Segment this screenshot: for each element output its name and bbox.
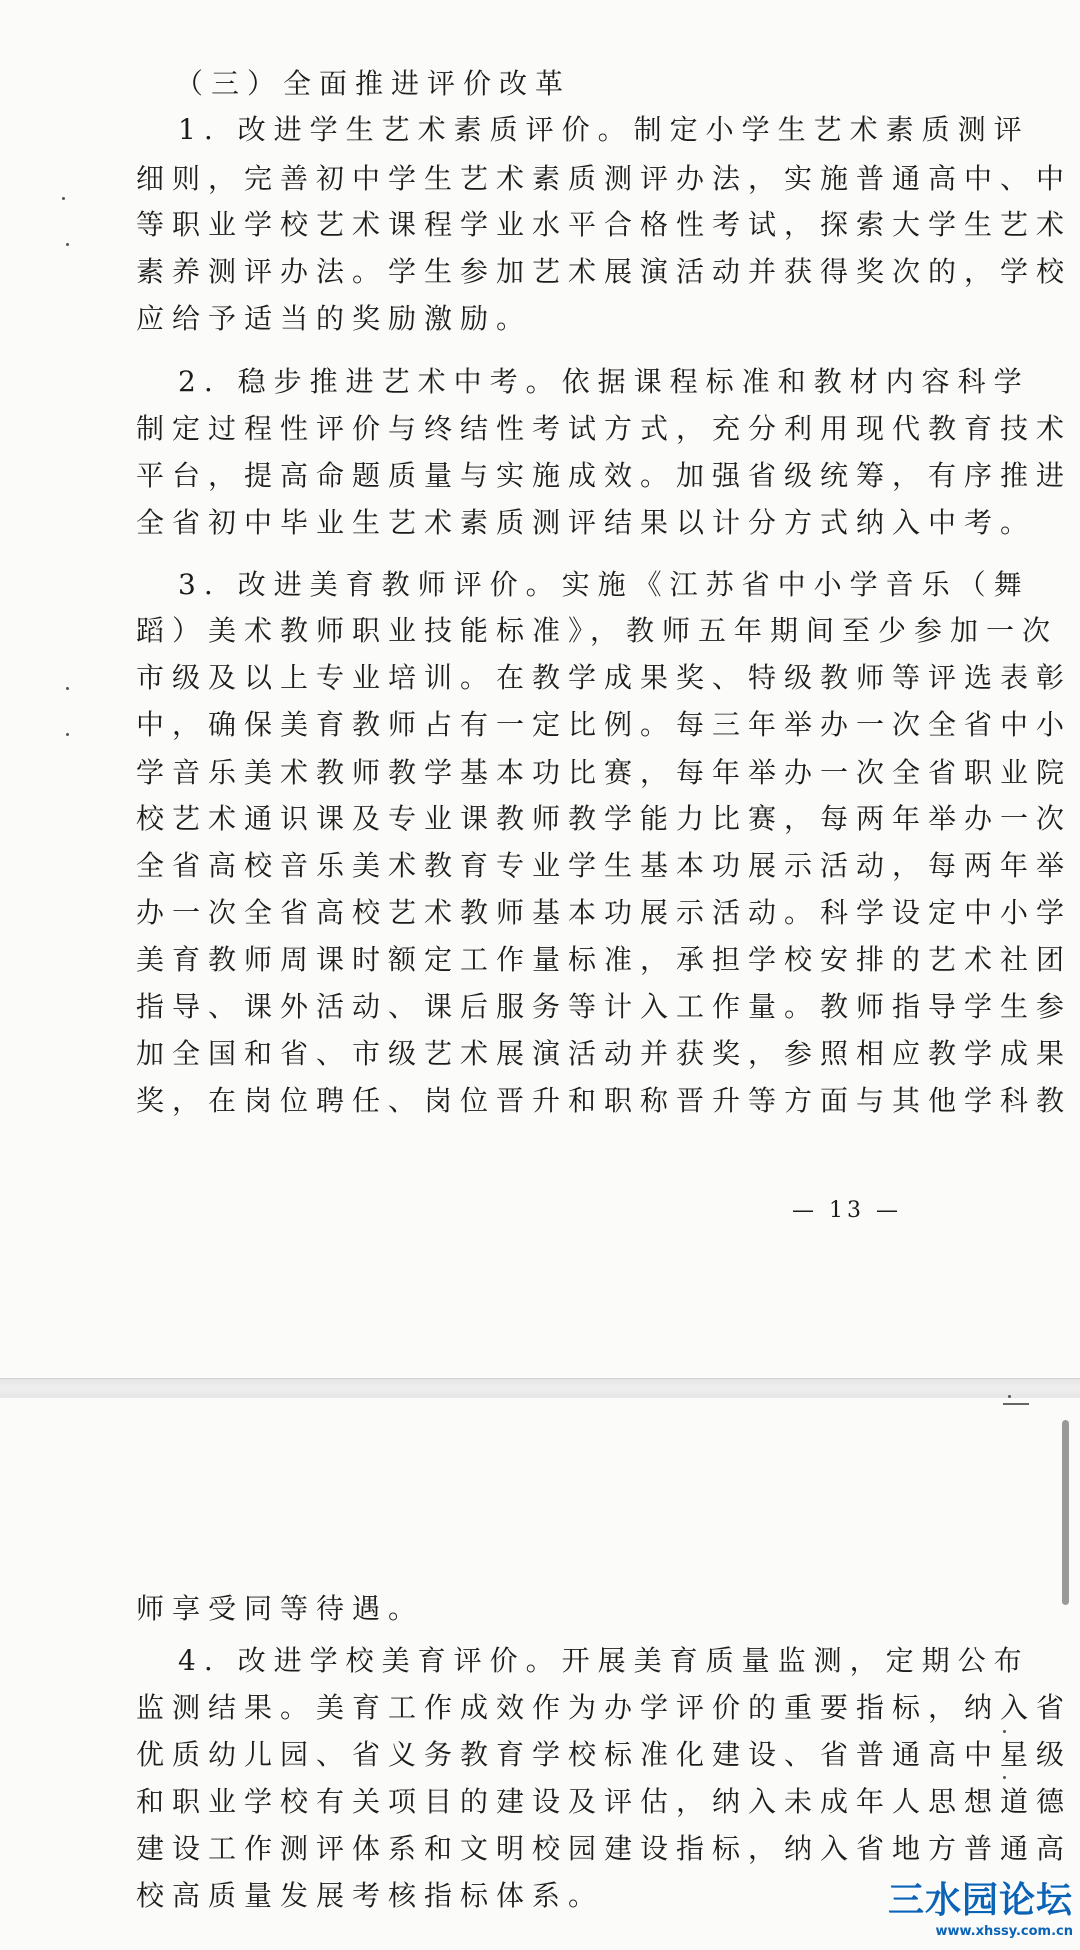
- text-line: 全省初中毕业生艺术素质测评结果以计分方式纳入中考。: [136, 506, 1037, 539]
- text-line: 全省高校音乐美术教育专业学生基本功展示活动，每两年举: [136, 849, 1073, 882]
- text-line: 师享受同等待遇。: [136, 1592, 425, 1625]
- scan-mark: [1003, 1403, 1029, 1405]
- scan-speck: [1003, 1730, 1006, 1733]
- scan-speck: [66, 733, 69, 736]
- text-line: 蹈）美术教师职业技能标准》，教师五年期间至少参加一次: [136, 614, 1059, 647]
- scan-speck: [66, 687, 69, 690]
- text-line: 美育教师周课时额定工作量标准，承担学校安排的艺术社团: [136, 943, 1073, 976]
- forum-watermark: [887, 1880, 1075, 1944]
- section-heading: （三）全面推进评价改革: [175, 67, 572, 100]
- text-line: 等职业学校艺术课程学业水平合格性考试，探索大学生艺术: [136, 208, 1073, 241]
- text-line: 3. 改进美育教师评价。实施《江苏省中小学音乐（舞: [178, 568, 1030, 601]
- text-line: 校艺术通识课及专业课教师教学能力比赛，每两年举办一次: [136, 802, 1073, 835]
- text-line: 4. 改进学校美育评价。开展美育质量监测，定期公布: [178, 1644, 1030, 1677]
- page-separator: [0, 1378, 1080, 1400]
- text-line: 校高质量发展考核指标体系。: [136, 1879, 605, 1912]
- text-line: 奖，在岗位聘任、岗位晋升和职称晋升等方面与其他学科教: [136, 1084, 1073, 1117]
- text-line: 素养测评办法。学生参加艺术展演活动并获得奖次的，学校: [136, 255, 1073, 288]
- watermark-logo-text: 三水园论坛: [887, 1880, 1073, 1921]
- page-number: — 13 —: [792, 1198, 902, 1223]
- text-line: 办一次全省高校艺术教师基本功展示活动。科学设定中小学: [136, 896, 1073, 929]
- scan-speck: [1008, 1395, 1011, 1398]
- text-line: 指导、课外活动、课后服务等计入工作量。教师指导学生参: [136, 990, 1073, 1023]
- scan-speck: [62, 197, 65, 200]
- text-line: 建设工作测评体系和文明校园建设指标，纳入省地方普通高: [136, 1832, 1073, 1865]
- text-line: 1. 改进学生艺术素质评价。制定小学生艺术素质测评: [178, 113, 1030, 146]
- scan-speck: [1003, 1776, 1006, 1779]
- text-line: 中，确保美育教师占有一定比例。每三年举办一次全省中小: [136, 708, 1073, 741]
- scrollbar-thumb[interactable]: [1062, 1420, 1069, 1605]
- text-line: 加全国和省、市级艺术展演活动并获奖，参照相应教学成果: [136, 1037, 1073, 1070]
- watermark-url: www.xhssy.com.cn: [935, 1924, 1073, 1939]
- text-line: 应给予适当的奖励激励。: [136, 302, 533, 335]
- text-line: 制定过程性评价与终结性考试方式，充分利用现代教育技术: [136, 412, 1073, 445]
- text-line: 细则，完善初中学生艺术素质测评办法，实施普通高中、中: [136, 162, 1073, 195]
- text-line: 学音乐美术教师教学基本功比赛，每年举办一次全省职业院: [136, 756, 1073, 789]
- scan-speck: [66, 243, 69, 246]
- text-line: 市级及以上专业培训。在教学成果奖、特级教师等评选表彰: [136, 661, 1073, 694]
- text-line: 2. 稳步推进艺术中考。依据课程标准和教材内容科学: [178, 365, 1030, 398]
- text-line: 平台，提高命题质量与实施成效。加强省级统筹，有序推进: [136, 459, 1073, 492]
- text-line: 监测结果。美育工作成效作为办学评价的重要指标，纳入省: [136, 1691, 1073, 1724]
- text-line: 优质幼儿园、省义务教育学校标准化建设、省普通高中星级: [136, 1738, 1073, 1771]
- text-line: 和职业学校有关项目的建设及评估，纳入未成年人思想道德: [136, 1785, 1073, 1818]
